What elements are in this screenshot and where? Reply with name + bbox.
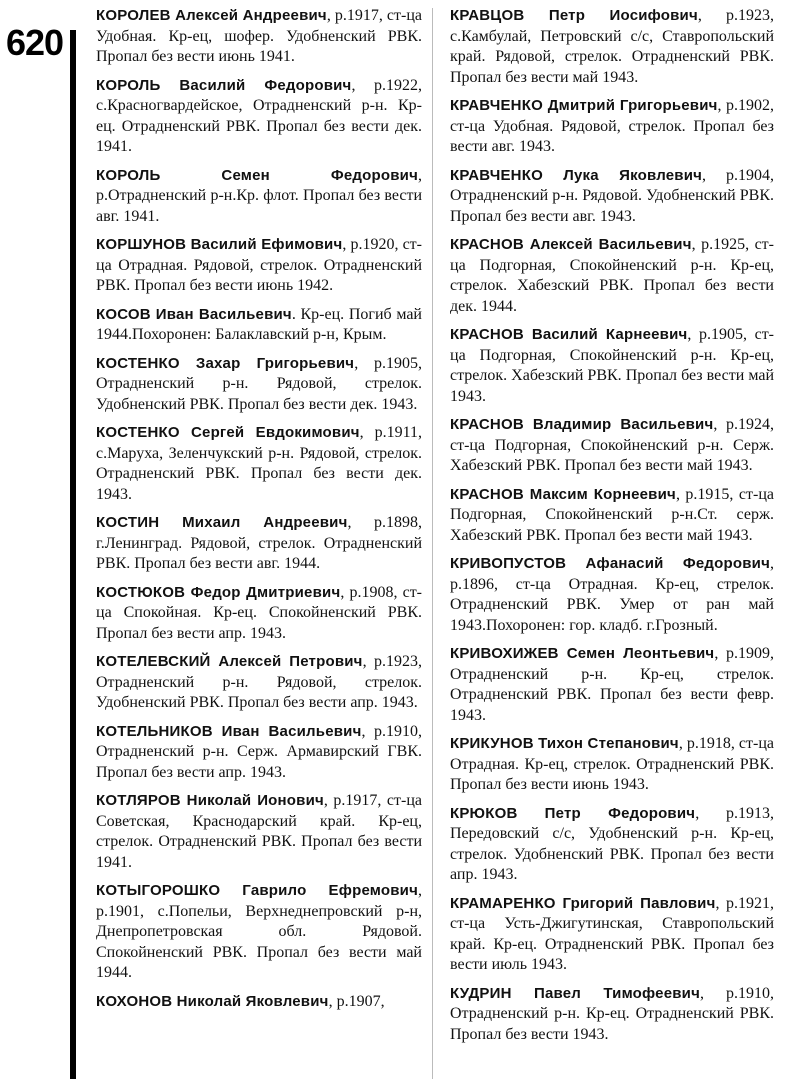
margin-rule [70,30,76,1079]
entry-text: , р.1907, [328,992,385,1010]
entry-text: , р.1923, с.Камбулай, Петровский с/с, Ставропольский край. Рядовой, стрелок. Отрадненский РВК. Пропал без вести май 1943. [450,7,775,86]
entry-name: КРАСНОВ Алексей Васильевич [450,236,692,253]
entry-name: КРАСНОВ Владимир Васильевич [450,416,714,433]
entry [450,644,774,726]
entry-name: КРАСНОВ Василий Карнеевич [450,326,688,343]
entry [96,166,422,228]
entry [450,235,774,317]
entry-text: , р.1905, Отрадненский р-н. Рядовой, стрелок. Удобненский РВК. Пропал без вести дек. 1943. [96,354,423,413]
entry-text: , р.1925, ст-ца Подгорная, Спокойненский р-н. Кр-ец, стрелок. Хабезский РВК. Пропал без вести дек. 1944. [450,236,774,315]
entry-name: КОТЕЛЬНИКОВ Иван Васильевич [96,722,362,740]
entry-name: КОСОВ Иван Васильевич [96,305,292,323]
entry [450,96,774,158]
entry-text: , р.1911, с.Маруха, Зеленчукский р-н. Рядовой, стрелок. Отрадненский РВК. Пропал без вести дек. 1943. [96,424,422,503]
entry-name: КРЮКОВ Петр Федорович [450,804,696,822]
entry-text: , р.1917, ст-ца Удобная. Кр-ец, шофер. Удобненский РВК. Пропал без вести июнь 1941. [96,7,422,65]
entry-name: КОСТЕНКО Захар Григорьевич [96,354,355,372]
entry [450,6,774,88]
entry-text: , р.1917, ст-ца Советская, Краснодарский край. Кр-ец, стрелок. Отрадненский РВК. Пропал без вести 1941. [96,792,422,871]
entry-text: , р.1901, с.Попельи, Верхнеднепровский р-н, Днепропетровская обл. Рядовой. Спокойненский РВК. Пропал без вести май 1944. [96,882,422,981]
entry [96,791,422,873]
entry-text: , р.1910, Отрадненский р-н. Кр-ец. Отрадненский РВК. Пропал без вести 1943. [450,984,774,1043]
entry-name: КРАВЦОВ Петр Иосифович [450,7,698,24]
entry-text: , р.1909, Отрадненский р-н. Кр-ец, стрелок. Отрадненский РВК. Пропал без вести февр. 1943. [450,645,774,724]
entry-text: . Кр-ец. Погиб май 1944.Похоронен: Балаклавский р-н, Крым. [96,305,422,343]
entry [450,984,774,1046]
entry-name: КОТЫГОРОШКО Гаврило Ефремович [96,882,418,899]
entry [96,992,422,1013]
entry-text: , р.1908, ст-ца Спокойная. Кр-ец. Спокойненский РВК. Пропал без вести апр. 1943. [96,583,423,642]
column-divider [432,8,433,1079]
entry-name: КОРШУНОВ Василий Ефимович [96,236,343,253]
entry-name: КРИКУНОВ Тихон Степанович [450,735,679,752]
entry [96,423,422,505]
entry-text: , р.1921, ст-ца Усть-Джигутинская, Ставропольский край. Кр-ец. Отрадненский РВК. Пропал без вести июль 1943. [450,894,775,973]
entry-text: , р.1915, ст-ца Подгорная, Спокойненский р-н.Ст. серж. Хабезский РВК. Пропал без вести май 1943. [450,485,774,544]
entry-text: , р.1924, ст-ца Подгорная, Спокойненский р-н. Серж. Хабезский РВК. Пропал без вести май 1943. [450,416,775,474]
entry-text: , р.1918, ст-ца Отрадная. Кр-ец, стрелок. Отрадненский РВК. Пропал без вести июнь 1943. [450,735,774,793]
entry [450,804,774,886]
page-number: 620 [6,22,64,63]
entry-text: , р.1905, ст-ца Подгорная, Спокойненский р-н. Кр-ец, стрелок. Хабезский РВК. Пропал без вести май 1943. [450,326,775,405]
left-column [96,6,422,1020]
entry [96,881,422,984]
entry-name: КОХОНОВ Николай Яковлевич [96,992,329,1010]
entry-text: , р.1913, Передовский с/с, Удобненский р-н. Кр-ец, стрелок. Удобненский РВК. Пропал без вести апр. 1943. [450,804,774,883]
entry-text: , р.1922, с.Красногвардейское, Отрадненский р-н. Кр-ец. Отрадненский РВК. Пропал без вести дек. 1941. [96,76,422,155]
entry [96,305,422,346]
entry-name: КОРОЛЬ Семен Федорович [96,166,418,184]
entry [450,554,774,636]
entry-name: КРАВЧЕНКО Дмитрий Григорьевич [450,97,718,114]
entry-name: КРИВОХИЖЕВ Семен Леонтьевич [450,645,715,662]
entry-name: КУДРИН Павел Тимофеевич [450,984,700,1002]
entry-text: , р.1904, Отрадненский р-н. Рядовой. Удобненский РВК. Пропал без вести авг. 1943. [450,166,774,225]
entry-name: КОТЛЯРОВ Николай Ионович [96,792,324,809]
entry [96,652,422,714]
entry-text: , р.1896, ст-ца Отрадная. Кр-ец, стрелок. Отрадненский РВК. Умер от ран май 1943.Похоронен: гор. кладб. г.Грозный. [450,555,774,634]
entry-text: , р.1898, г.Ленинград. Рядовой, стрелок. Отрадненский РВК. Пропал без вести авг. 1944. [96,514,422,572]
entry [450,415,774,477]
entry-name: КРАСНОВ Максим Корнеевич [450,485,676,503]
entry [450,325,774,407]
entry-name: КРИВОПУСТОВ Афанасий Федорович [450,555,770,572]
entry-text: , р.1910, Отрадненский р-н. Серж. Армавирский ГВК. Пропал без вести апр. 1943. [96,722,422,781]
entry-text: , р.1923, Отрадненский р-н. Рядовой, стрелок. Удобненский РВК. Пропал без вести апр. 1943. [96,653,422,711]
entry-name: КРАМАРЕНКО Григорий Павлович [450,894,716,912]
entry-name: КОСТЮКОВ Федор Дмитриевич [96,583,341,601]
entry-name: КОТЕЛЕВСКИЙ Алексей Петрович [96,653,363,670]
entry [96,76,422,158]
entry-name: КОРОЛЬ Василий Федорович [96,76,352,94]
entry-text: , р.1920, ст-ца Отрадная. Рядовой, стрелок. Отрадненский РВК. Пропал без вести июнь 1942. [96,236,422,294]
right-column [450,6,774,1053]
entry [96,513,422,575]
entry-name: КОСТЕНКО Сергей Евдокимович [96,424,360,441]
entry-name: КОРОЛЕВ Алексей Андреевич [96,7,327,24]
entry [96,583,422,645]
entry-name: КРАВЧЕНКО Лука Яковлевич [450,166,703,184]
entry [450,485,774,547]
entry [96,6,422,68]
entry-text: , р.Отрадненский р-н.Кр. флот. Пропал без вести авг. 1941. [96,166,422,225]
entry [450,894,774,976]
entry [450,166,774,228]
entry [96,722,422,784]
entry [450,734,774,796]
entry [96,235,422,297]
entry-text: , р.1902, ст-ца Удобная. Рядовой, стрелок. Пропал без вести авг. 1943. [450,97,774,155]
entry [96,354,422,416]
entry-name: КОСТИН Михаил Андреевич [96,514,348,531]
